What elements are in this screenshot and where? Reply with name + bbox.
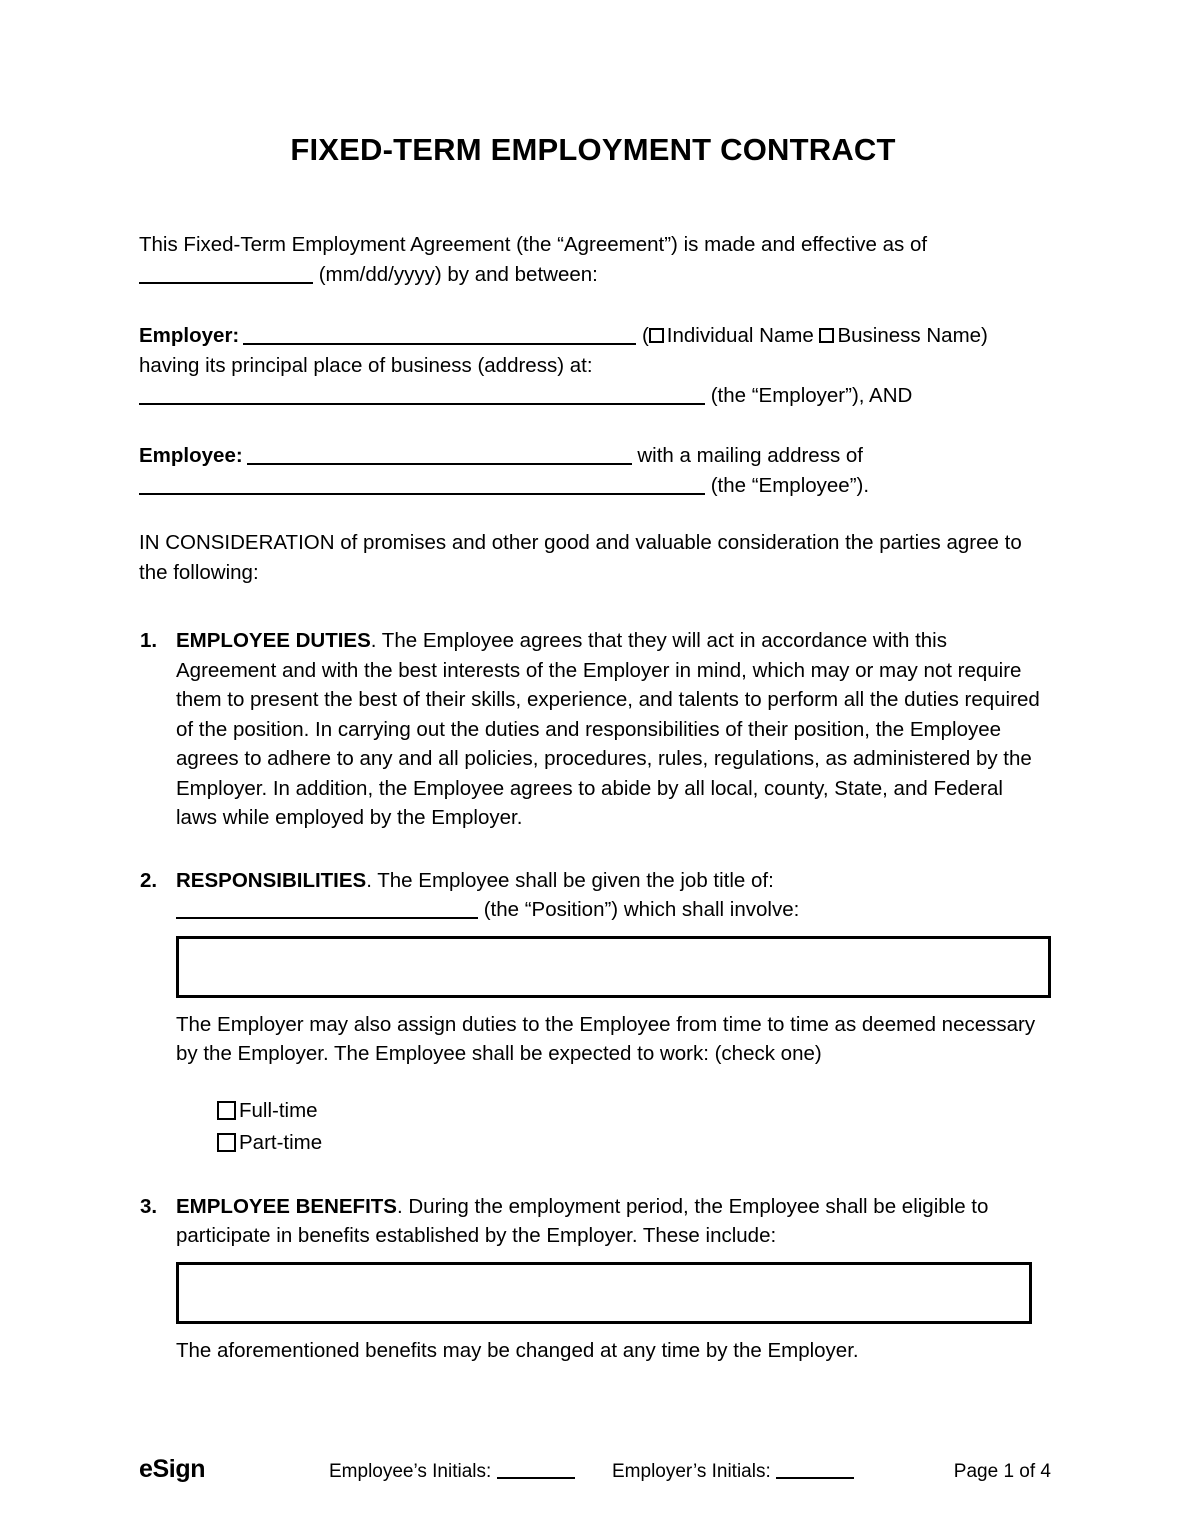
option-full-time[interactable] <box>217 1095 1047 1127</box>
employer-option-business-label: Business Name) <box>837 324 988 348</box>
employer-initials-field[interactable] <box>776 1462 854 1479</box>
employee-initials-group <box>329 1461 612 1483</box>
clause-employee-duties <box>139 626 1047 833</box>
option-part-time-label: Part-time <box>239 1130 323 1154</box>
employer-name-line <box>139 321 1047 351</box>
benefits-writein-box[interactable] <box>176 1262 1032 1324</box>
position-title-field[interactable] <box>176 900 478 919</box>
page-indicator: Page 1 of 4 <box>953 1461 1051 1482</box>
document-body <box>139 0 1047 1365</box>
employer-name-field[interactable] <box>243 326 636 345</box>
employer-address-suffix: (the “Employer”), AND <box>710 384 913 408</box>
parties-section <box>139 321 1047 501</box>
clause-number: 1. <box>140 629 158 653</box>
employee-address-prompt: with a mailing address of <box>637 444 863 468</box>
checkbox-individual-name[interactable] <box>649 328 664 343</box>
employer-initials-label: Employer’s Initials: <box>612 1461 771 1482</box>
clause-number: 2. <box>140 868 158 892</box>
option-part-time[interactable] <box>217 1127 1047 1159</box>
employer-address-prompt-text: having its principal place of business (address) at: <box>139 354 593 378</box>
employer-address-prompt <box>139 351 1047 381</box>
clause-heading: RESPONSIBILITIES <box>176 868 367 892</box>
position-title-line <box>176 895 1047 925</box>
checkbox-business-name[interactable] <box>819 328 834 343</box>
intro-text-line1: This Fixed-Term Employment Agreement (the “Agreement”) is made and effective as of <box>139 233 928 257</box>
checkbox-full-time[interactable] <box>217 1101 236 1120</box>
clause-body: . The Employee agrees that they will act in accordance with this Agreement and with the best interests of the Employer in mind, which may or may not require them to present the best of their skills, experience, and talents to perform all the duties required of the position. In carrying out the duties and responsibilities of their position, the Employee agrees to adhere to any and all policies, procedures, rules, regulations, as administered by the Employer. In addition, the Employee agrees to abide by all local, county, State, and Federal laws while employed by the Employer. <box>176 629 1040 830</box>
clause-heading: EMPLOYEE BENEFITS <box>176 1194 397 1218</box>
position-suffix-text: (the “Position”) which shall involve: <box>483 898 800 922</box>
employee-label: Employee: <box>139 444 243 468</box>
employee-address-field[interactable] <box>139 476 705 495</box>
employer-address-line <box>139 381 1047 411</box>
clause-heading: EMPLOYEE DUTIES <box>176 629 371 653</box>
consideration-paragraph: IN CONSIDERATION of promises and other good and valuable consideration the parties agree to the following: <box>139 531 1022 585</box>
employer-initials-group <box>612 1461 854 1483</box>
clause-responsibilities <box>139 866 1047 1159</box>
employer-address-field[interactable] <box>139 386 705 405</box>
clause-number: 3. <box>140 1194 158 1218</box>
page-footer <box>139 1455 1051 1484</box>
esign-logo: eSign <box>139 1455 206 1483</box>
employer-option-individual-label: Individual Name <box>666 324 814 348</box>
checkbox-part-time[interactable] <box>217 1133 236 1152</box>
employee-name-field[interactable] <box>247 446 632 465</box>
clause-employee-benefits <box>139 1192 1047 1366</box>
responsibilities-writein-box[interactable] <box>176 936 1051 998</box>
employee-block <box>139 441 1047 501</box>
intro-paragraph <box>139 230 1047 290</box>
intro-text-line2: (mm/dd/yyyy) by and between: <box>318 263 598 287</box>
benefits-note: The aforementioned benefits may be changed at any time by the Employer. <box>176 1338 859 1362</box>
employee-initials-field[interactable] <box>497 1462 575 1479</box>
option-full-time-label: Full-time <box>239 1098 318 1122</box>
employee-name-line <box>139 441 1047 471</box>
clause-list <box>139 626 1047 1365</box>
employer-label: Employer: <box>139 324 240 348</box>
employer-options-open-paren: ( <box>641 324 649 348</box>
responsibilities-note: The Employer may also assign duties to the Employee from time to time as deemed necessary by the Employer. The Employee shall be expected to work: (check one) <box>176 1012 1036 1066</box>
employee-initials-label: Employee’s Initials: <box>329 1461 492 1482</box>
employee-address-line <box>139 471 1047 501</box>
clause-body: . During the employment period, the Employee shall be eligible to participate in benefits established by the Employer. These include: <box>176 1194 989 1248</box>
page-title: FIXED-TERM EMPLOYMENT CONTRACT <box>290 132 896 167</box>
work-schedule-options <box>217 1095 1047 1159</box>
clause-body: . The Employee shall be given the job title of: <box>366 868 774 892</box>
effective-date-field[interactable] <box>139 265 313 284</box>
employee-address-suffix: (the “Employee”). <box>710 474 870 498</box>
